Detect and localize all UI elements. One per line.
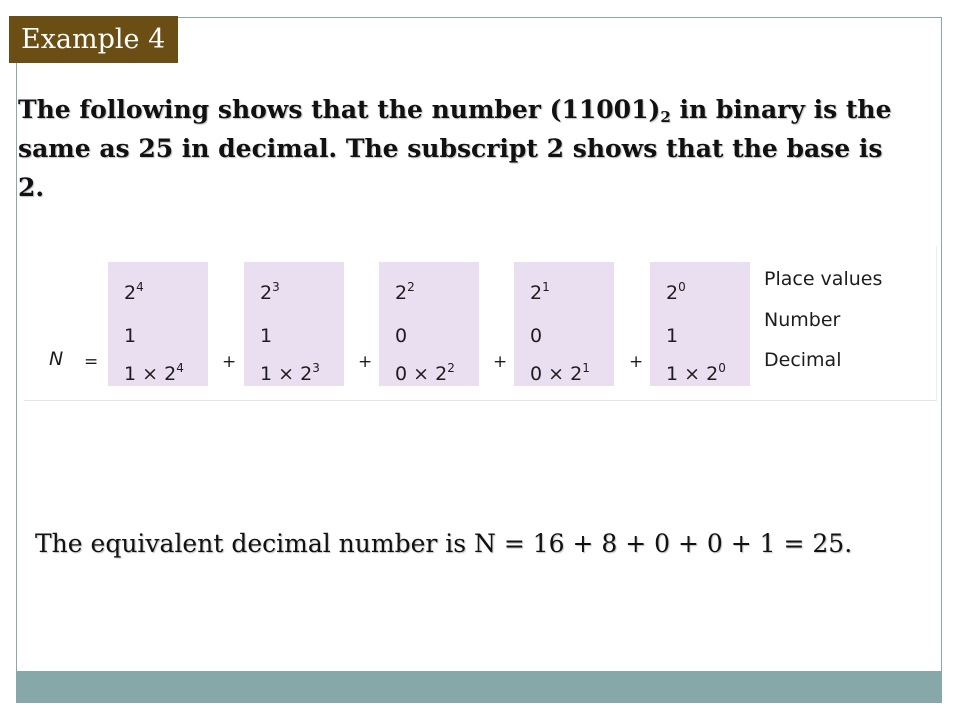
decimal-term — [124, 363, 184, 385]
decimal-term-exponent: 1 — [582, 361, 590, 375]
place-value-base: 2 — [666, 282, 679, 304]
decimal-term — [260, 363, 320, 385]
decimal-term-product: 1 × 2 — [666, 363, 719, 385]
place-value — [666, 282, 686, 304]
n-variable: N — [49, 348, 64, 370]
place-value-base: 2 — [260, 282, 273, 304]
result-paragraph: The equivalent decimal number is N = 16 + 8 + 0 + 0 + 1 = 25. — [35, 529, 853, 558]
plus-sign: + — [629, 352, 644, 372]
decimal-term-exponent: 0 — [718, 361, 726, 375]
decimal-term — [530, 363, 590, 385]
place-value-base: 2 — [395, 282, 408, 304]
decimal-term-exponent: 2 — [447, 361, 455, 375]
place-value-base: 2 — [530, 282, 543, 304]
decimal-term — [666, 363, 726, 385]
intro-subscript: 2 — [660, 108, 671, 126]
plus-sign: + — [358, 352, 373, 372]
place-value-exponent: 0 — [678, 280, 686, 294]
equals-sign: = — [84, 352, 99, 372]
intro-paragraph — [18, 90, 898, 207]
place-value — [530, 282, 550, 304]
place-value-exponent: 1 — [542, 280, 550, 294]
slide-title: Example 4 — [9, 16, 178, 63]
plus-sign: + — [222, 352, 237, 372]
binary-digit: 1 — [260, 325, 273, 347]
place-value-exponent: 3 — [272, 280, 280, 294]
place-column — [650, 262, 750, 386]
binary-digit: 0 — [395, 325, 408, 347]
decimal-term-product: 1 × 2 — [124, 363, 177, 385]
footer-band — [16, 671, 942, 703]
decimal-term-exponent: 3 — [312, 361, 320, 375]
intro-text-after-subscript: in binary is the same as 25 in decimal. The subscript 2 shows that the base is 2. — [18, 95, 892, 202]
row-label-decimal: Decimal — [764, 349, 842, 371]
intro-text-before-subscript: The following shows that the number (11001) — [18, 95, 661, 124]
place-value — [260, 282, 280, 304]
place-column — [514, 262, 614, 386]
row-label-place-values: Place values — [764, 268, 883, 290]
place-value-exponent: 4 — [136, 280, 144, 294]
binary-digit: 1 — [666, 325, 679, 347]
binary-digit: 0 — [530, 325, 543, 347]
place-value-exponent: 2 — [407, 280, 415, 294]
place-value — [395, 282, 415, 304]
decimal-term — [395, 363, 455, 385]
place-value — [124, 282, 144, 304]
place-value-base: 2 — [124, 282, 137, 304]
binary-digit: 1 — [124, 325, 137, 347]
decimal-term-product: 0 × 2 — [395, 363, 448, 385]
decimal-term-product: 0 × 2 — [530, 363, 583, 385]
place-column — [244, 262, 344, 386]
decimal-term-product: 1 × 2 — [260, 363, 313, 385]
plus-sign: + — [493, 352, 508, 372]
decimal-term-exponent: 4 — [176, 361, 184, 375]
binary-expansion-figure — [24, 246, 937, 401]
place-column — [108, 262, 208, 386]
place-column — [379, 262, 479, 386]
row-label-number: Number — [764, 309, 841, 331]
